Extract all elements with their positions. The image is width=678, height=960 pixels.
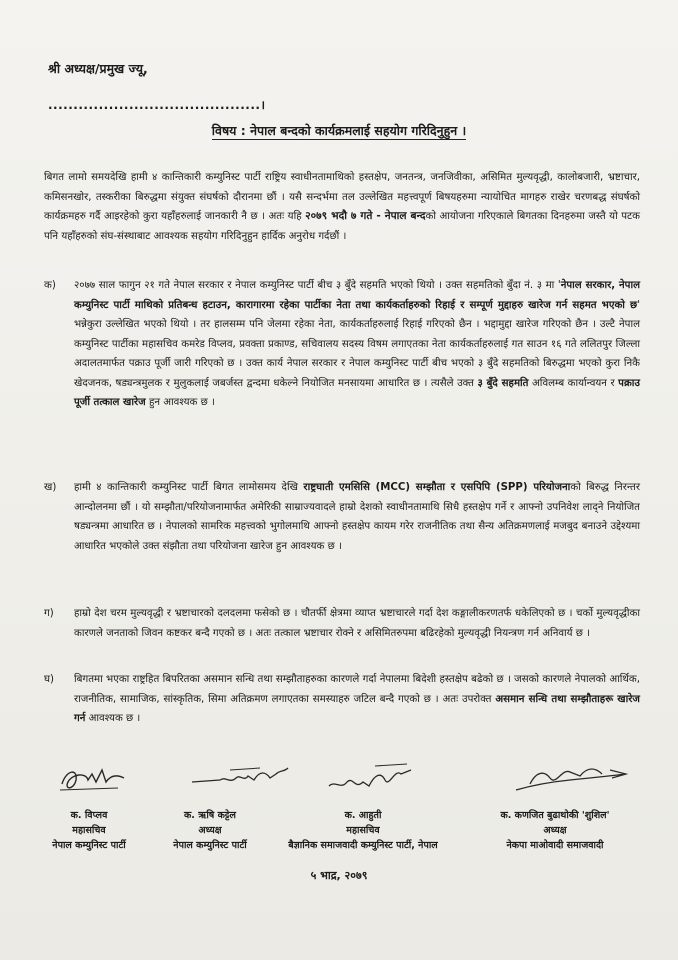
item-text: बिगतमा भएका राष्ट्रहित बिपरितका असमान सन्धि तथा सम्झौताहरुका कारणले गर्दा नेपालमा बिदेशी हस्तक्षेप बढेको छ । जसको कारणले नेपालको आर्थिक, राजनीतिक, सामाजिक, सांस्कृतिक, सिमा अतिक्रमण लगाएतका समस्याहरु जटिल बन्दै गएको छ । अतः उपरोक्त [74,674,640,705]
intro-text-1: बिगत लामो समयदेखि हामी ४ कान्तिकारी कम्युनिस्ट पार्टी राष्ट्रिय स्वाधीनतामाथिको हस्तक्षेप, जनतन्त्र, जनजिवीका, असिमित मुल्यवृद्धी, कालोबजारी, भ्रष्टाचार, कमिसनखोर, तस्करीका बिरुद्धमा संयुक्त संघर्षको दौरानमा छौं । यसै सन्दर्भमा तल उल्लेखित महत्त्वपूर्ण बिषयहरुमा न्यायोचित मागहरु राखेर चरणबद्ध संघर्षको कार्यक्रमहरु गर्दै आइरहेको कुरा यहाँहरुलाई जानकारी नै छ । अतः यहि [44,172,640,222]
item-text: हामी ४ कान्तिकारी कम्युनिस्ट पार्टी बिगत लामोसमय देखि [74,482,304,493]
signer-party: नेपाल कम्युनिस्ट पार्टी [173,840,247,851]
signer-role: अध्यक्ष [198,825,222,836]
item-text: ' भन्नेकुरा उल्लेखित भएको थियो । तर हालसम्म पनि जेलमा रहेका नेता, कार्यकर्ताहरुलाई रिहाई गरिएको छैन । भद्दामुद्दा खारेज गरिएको छैन । उल्टै नेपाल कम्युनिस्ट पार्टीका महासचिव कमरेड विप्लव, प्रवक्ता प्रकाण्ड, सचिवालय सदस्य विषम लगाएतका नेता कार्यकर्ताहरुलाई गत साउन १६ गते ललितपुर जिल्ला अदालतमार्फत पक्राउ पूर्जी जारी गरिएको छ । उक्त कार्य नेपाल सरकार र नेपाल कम्युनिस्ट पार्टी बीच भएको ३ बुँदे सहमतिको बिरुद्धमा भएको कुरा निकै खेदजनक, षड्यन्त्रमुलक र मुलुकलाई जबर्जस्त द्वन्दमा धकेल्ने नियोजित मनसायमा आधारित छ । त्यसैले उक्त [74,299,640,389]
signer-role: महासचिव [72,825,106,836]
signer-role: महासचिव [346,825,380,836]
subject-text: विषय : नेपाल बन्दको कार्यक्रमलाई सहयोग गरिदिनुहुन । [211,123,467,138]
item-bold-text: पक्राउ पूर्जी तत्काल खारेज [74,377,641,408]
item-body [74,478,640,556]
item-bold-text: ३ बुँदे सहमति [477,377,529,389]
item-marker: क) [44,280,56,291]
item-text: को बिरुद्ध निरन्तर आन्दोलनमा छौं । यो सम्झौता/परियोजनामार्फत अमेरिकी साम्राज्यवादले हाम्रो देशको स्वाधीनतामाथि सिधै हस्तक्षेप गर्ने र आफ्नो उपनिवेश लाद्ने नियोजित षड्यन्त्रमा आधारित छ । नेपालको सामरिक महत्त्वको भुगोलमाथि आफ्नो हस्तक्षेप कायम गरेर राजनीतिक तथा सैन्य अतिक्रमणलाई मजबुद बनाउने उद्देश्यमा आधारित भएकोले उक्त संझौता तथा परियोजना खारेज हुन आवश्यक छ । [74,482,640,552]
intro-paragraph [44,168,640,246]
item-body: हाम्रो देश चरम मुल्यवृद्धी र भ्रष्टाचारको दलदलमा फसेको छ । चौतर्फी क्षेत्रमा व्याप्त भ्रष्टाचारले गर्दा देश कङ्गालीकरणतर्फ धकेलिएको छ । चर्को मुल्यवृद्धीका कारणले जनताको जिवन कष्टकर बन्दै गएको छ । अतः तत्काल भ्रष्टाचार रोक्ने र असिमितरुपमा बढिरहेको मुल्यवृद्धी नियन्त्रण गर्न अनिवार्य छ । [74,608,640,639]
signature-mark-1 [58,760,128,796]
recipient-blank-line: ..........................................। [48,98,266,112]
item-text: हुन आवश्यक छ । [145,397,215,408]
signer-name: क. आहुती [344,810,382,821]
item-marker: घ) [44,674,54,685]
signature-block [40,760,650,850]
salutation: श्री अध्यक्ष/प्रमुख ज्यू, [48,61,148,76]
item-bold-text: नेपाल सरकार, नेपाल कम्युनिस्ट पार्टी माथिको प्रतिबन्ध हटाउन, कारागारमा रहेका पार्टीका नेता तथा कार्यकर्ताहरुको रिहाई र सम्पूर्ण मुद्दाहरु खारेज गर्न सहमत भएको छ [74,280,640,311]
intro-bold-date: २०७९ भदौ ७ गते - नेपाल बन्द [305,210,426,222]
signer-3 [278,808,448,853]
signer-role: अध्यक्ष [543,825,567,836]
document-date: ५ भाद्र, २०७९ [310,869,368,882]
signer-party: बैज्ञानिक समाजवादी कम्युनिस्ट पार्टी, नेपाल [288,840,438,851]
item-marker: ग) [44,608,54,619]
signer-name: क. विप्लव [70,810,108,821]
signer-party: नेकपा माओवादी समाजवादी [506,840,604,851]
subject-line [0,122,678,139]
signer-4 [470,808,640,853]
signature-mark-3 [325,760,415,796]
signer-2 [150,808,270,853]
intro-text-2: को आयोजना गरिएकाले बिगतका दिनहरुमा जस्तै यो पटक पनि यहाँहरुको संघ-संस्थाबाट आवश्यक सहयोग गरिदिनुहुन हार्दिक अनुरोध गर्दछौं । [44,211,640,242]
signature-mark-2 [190,760,290,796]
signature-mark-4 [510,760,630,796]
item-text: अविलम्ब कार्यान्वयन र [528,377,619,389]
item-text: आवश्यक छ । [85,713,141,724]
signer-name: क. कणजित बुढाथोकी 'शुशिल' [500,810,610,821]
signer-name: क. ऋषि कट्टेल [184,810,236,821]
item-bold-text: राष्ट्रघाती एमसिसि (MCC) सम्झौता र एसपिपि (SPP) परियोजना [303,482,571,493]
signer-party: नेपाल कम्युनिस्ट पार्टी [52,840,126,851]
item-text: २०७७ साल फागुन २१ गते नेपाल सरकार र नेपाल कम्युनिस्ट पार्टी बीच ३ बुँदे सहमति भएको थियो । उक्त सहमतिको बुँदा नं. ३ मा ' [74,280,561,291]
item-marker: ख) [44,482,57,493]
item-body [74,276,640,413]
signer-1 [34,808,144,853]
item-bold-text: असमान सन्धि तथा सम्झौताहरू खारेज गर्न [74,693,640,724]
item-body [74,670,640,729]
